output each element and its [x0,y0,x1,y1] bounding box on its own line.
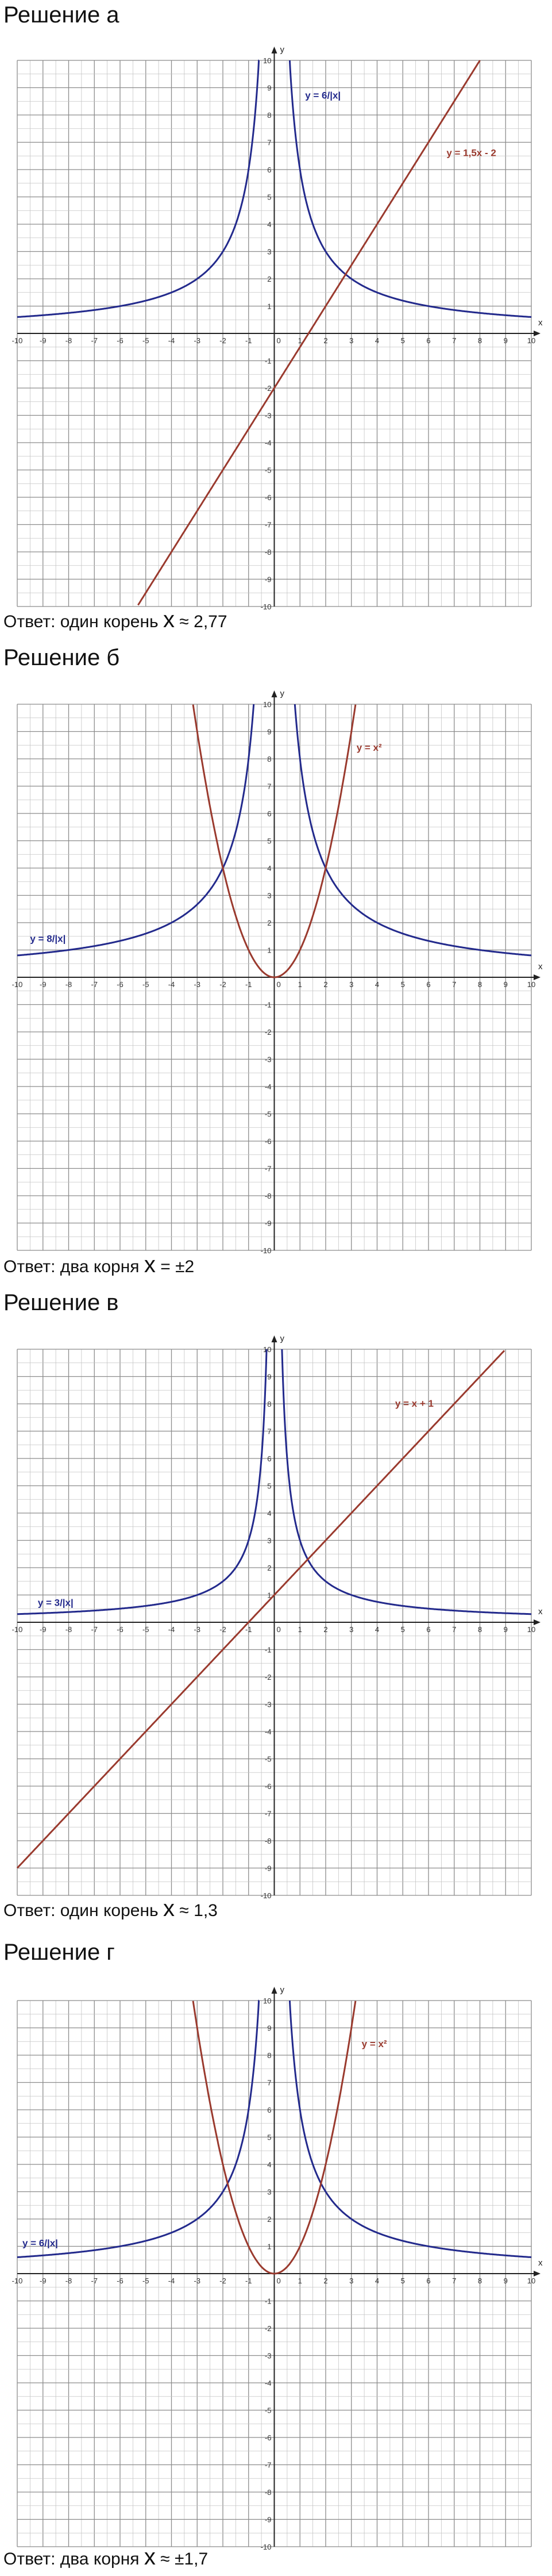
y-tick-label: -2 [264,1673,272,1681]
x-tick-label: 5 [400,2276,405,2285]
y-tick-label: 2 [267,2215,272,2224]
y-tick-label: -8 [264,1837,272,1845]
x-tick-label: -1 [245,2276,252,2285]
answer-b-x: x [144,1252,156,1277]
chart-a [0,32,552,624]
x-tick-label: -7 [91,2276,98,2285]
y-tick-label: -9 [264,1219,272,1228]
y-tick-label: -10 [260,602,272,611]
x-tick-label: -4 [168,1625,175,1634]
y-tick-label: -4 [264,2379,272,2387]
y-tick-label: -5 [264,466,272,475]
y-tick-label: 3 [267,891,272,900]
heading-g: Решение г [3,1940,115,1965]
x-tick-label: -9 [39,980,47,989]
answer-g-value: ≈ ±1,7 [155,2550,209,2569]
x-tick-label: 8 [477,336,482,345]
y-tick-label: -6 [264,493,272,502]
x-tick-label: -3 [194,2276,201,2285]
y-tick-label: 5 [267,836,272,846]
y-tick-label: 6 [267,2106,272,2114]
y-tick-label: -4 [264,1082,272,1091]
x-tick-label: 4 [375,1625,380,1634]
x-tick-label: 2 [323,980,328,989]
x-tick-label: 1 [298,980,302,989]
y-axis-arrow [272,1335,277,1342]
heading-b: Решение б [3,645,120,670]
y-tick-label: -4 [264,1727,272,1736]
x-tick-label: 8 [477,980,482,989]
y-tick-label: -8 [264,548,272,556]
x-tick-label: 1 [298,336,302,345]
x-tick-label: -9 [39,336,47,345]
origin-label: 0 [276,336,281,345]
y-tick-label: 8 [267,755,272,763]
x-tick-label: 8 [477,1625,482,1634]
x-tick-label: 2 [323,2276,328,2285]
answer-g-x: x [144,2544,156,2570]
y-tick-label: 6 [267,166,272,174]
origin-label: 0 [276,2276,281,2285]
x-tick-label: -6 [117,2276,123,2285]
x-tick-label: 9 [503,980,508,989]
y-tick-label: -2 [264,384,272,393]
x-tick-label: 3 [349,1625,354,1634]
y-tick-label: 9 [267,83,272,93]
x-tick-label: 6 [426,336,431,345]
y-tick-label: 7 [267,2078,272,2087]
x-tick-label: -1 [245,1625,252,1634]
y-tick-label: -2 [264,2324,272,2333]
x-tick-label: -2 [219,336,226,345]
y-tick-label: 10 [263,1345,272,1354]
x-tick-label: 2 [323,336,328,345]
y-tick-label: -9 [264,2515,272,2524]
x-axis-label: x [538,2258,543,2268]
x-tick-label: -7 [91,1625,98,1634]
x-tick-label: 7 [452,336,457,345]
x-axis-arrow [534,974,541,980]
answer-a [3,608,227,634]
x-tick-label: 8 [477,2276,482,2285]
answer-v [3,1897,218,1922]
y-tick-label: -3 [264,2351,272,2360]
y-tick-label: 9 [267,1372,272,1381]
x-tick-label: 10 [527,980,536,989]
x-tick-label: -10 [11,980,23,989]
answer-b [3,1253,194,1279]
y-tick-label: 5 [267,2133,272,2142]
x-axis-label: x [538,318,543,328]
x-tick-label: -10 [11,1625,23,1634]
y-tick-label: 9 [267,727,272,736]
y-tick-label: -1 [264,1000,272,1009]
y-tick-label: 1 [267,2242,272,2251]
x-tick-label: -2 [219,980,226,989]
y-tick-label: 1 [267,302,272,311]
y-tick-label: 8 [267,1400,272,1408]
x-tick-label: -2 [219,2276,226,2285]
x-tick-label: 9 [503,2276,508,2285]
y-tick-label: -4 [264,439,272,447]
answer-a-prefix: Ответ: один корень [3,612,164,631]
chart-b [0,675,552,1268]
series-hyperbola-branch-2 [295,704,531,955]
y-tick-label: -3 [264,1055,272,1064]
x-tick-label: 7 [452,980,457,989]
answer-g-prefix: Ответ: два корня [3,2550,144,2569]
y-tick-label: 8 [267,2051,272,2060]
y-tick-label: 5 [267,193,272,202]
x-tick-label: -1 [245,980,252,989]
x-tick-label: -10 [11,2276,23,2285]
x-tick-label: -3 [194,980,201,989]
x-tick-label: 3 [349,336,354,345]
x-tick-label: 10 [527,2276,536,2285]
solution-v [0,1288,552,1937]
series-label: y = x + 1 [395,1398,434,1409]
x-tick-label: -8 [65,980,72,989]
x-tick-label: 1 [298,1625,302,1634]
y-tick-label: 2 [267,919,272,927]
y-tick-label: -10 [260,2543,272,2551]
series-hyperbola-branch-2 [282,1349,531,1614]
x-axis-arrow [534,331,541,336]
x-tick-label: -2 [219,1625,226,1634]
x-tick-label: -6 [117,336,123,345]
y-tick-label: 10 [263,1997,272,2005]
y-tick-label: -1 [264,1645,272,1654]
x-tick-label: -3 [194,1625,201,1634]
y-tick-label: -5 [264,1110,272,1119]
x-tick-label: -4 [168,980,175,989]
x-tick-label: 1 [298,2276,302,2285]
x-tick-label: 9 [503,1625,508,1634]
x-tick-label: 6 [426,2276,431,2285]
x-tick-label: 3 [349,2276,354,2285]
heading-a: Решение а [3,2,119,28]
x-tick-label: 2 [323,1625,328,1634]
y-tick-label: 7 [267,1427,272,1436]
y-tick-label: -3 [264,1700,272,1709]
y-tick-label: 2 [267,275,272,283]
answer-v-value: ≈ 1,3 [175,1901,218,1920]
y-tick-label: -10 [260,1246,272,1255]
x-tick-label: -6 [117,980,123,989]
x-tick-label: -5 [142,336,149,345]
y-tick-label: 4 [267,220,272,229]
y-tick-label: -7 [264,1809,272,1818]
y-tick-label: 6 [267,1454,272,1463]
y-tick-label: -6 [264,2433,272,2442]
y-tick-label: 10 [263,56,272,65]
x-tick-label: -3 [194,336,201,345]
x-tick-label: -5 [142,1625,149,1634]
answer-a-value: ≈ 2,77 [175,612,227,631]
y-tick-label: -7 [264,1164,272,1173]
x-tick-label: -1 [245,336,252,345]
solution-g [0,1932,552,2576]
y-tick-label: -6 [264,1782,272,1791]
x-axis-label: x [538,962,543,972]
x-tick-label: 7 [452,1625,457,1634]
x-tick-label: 5 [400,1625,405,1634]
series-label: y = 6/|x| [305,90,341,101]
x-tick-label: -4 [168,336,175,345]
x-tick-label: 5 [400,336,405,345]
origin-label: 0 [276,980,281,989]
x-tick-label: -9 [39,1625,47,1634]
y-tick-label: 6 [267,809,272,818]
x-tick-label: 10 [527,1625,536,1634]
y-axis-label: y [280,1334,284,1343]
series-label: y = x² [361,2038,387,2049]
y-tick-label: -9 [264,575,272,584]
y-axis-label: y [280,689,284,698]
y-tick-label: 7 [267,782,272,791]
y-tick-label: -1 [264,2297,272,2306]
y-tick-label: 4 [267,2160,272,2169]
y-axis-arrow [272,690,277,697]
y-tick-label: 3 [267,1536,272,1545]
chart-g [0,1972,552,2564]
y-tick-label: 4 [267,864,272,873]
y-tick-label: -5 [264,1755,272,1764]
x-tick-label: 6 [426,1625,431,1634]
x-tick-label: -7 [91,336,98,345]
answer-g [3,2546,208,2571]
y-tick-label: -6 [264,1137,272,1146]
chart-v [0,1320,552,1913]
x-tick-label: 10 [527,336,536,345]
y-tick-label: -7 [264,520,272,529]
answer-a-x: x [163,607,175,632]
x-tick-label: -5 [142,980,149,989]
y-tick-label: -7 [264,2460,272,2470]
x-axis-label: x [538,1607,543,1617]
x-tick-label: 4 [375,980,380,989]
y-tick-label: -8 [264,2488,272,2497]
heading-v: Решение в [3,1290,119,1315]
y-axis-label: y [280,45,284,55]
series-label: y = x² [356,742,382,753]
y-axis-arrow [272,1987,277,1994]
x-axis-arrow [534,1619,541,1625]
y-tick-label: -10 [260,1891,272,1900]
series-hyperbola-branch-1 [17,1349,267,1614]
y-tick-label: -3 [264,411,272,420]
y-tick-label: 3 [267,2187,272,2197]
y-tick-label: 9 [267,2024,272,2033]
series-label: y = 1,5x - 2 [446,147,496,159]
y-tick-label: -2 [264,1028,272,1036]
x-tick-label: -8 [65,2276,72,2285]
x-tick-label: 3 [349,980,354,989]
y-tick-label: -8 [264,1192,272,1200]
series-label: y = 3/|x| [37,1597,74,1608]
series-label: y = 8/|x| [30,933,66,945]
answer-v-prefix: Ответ: один корень [3,1901,164,1920]
origin-label: 0 [276,1625,281,1634]
y-tick-label: 1 [267,1591,272,1600]
answer-v-x: x [163,1896,175,1921]
y-tick-label: -1 [264,356,272,366]
y-tick-label: 4 [267,1509,272,1518]
y-tick-label: 8 [267,111,272,120]
x-tick-label: -10 [11,336,23,345]
y-tick-label: -5 [264,2406,272,2415]
solution-b [0,644,552,1293]
x-tick-label: -8 [65,336,72,345]
x-tick-label: 4 [375,2276,380,2285]
y-tick-label: 3 [267,247,272,256]
x-tick-label: -5 [142,2276,149,2285]
answer-b-prefix: Ответ: два корня [3,1257,144,1276]
y-tick-label: -9 [264,1864,272,1873]
y-axis-arrow [272,47,277,53]
y-tick-label: 7 [267,138,272,147]
y-tick-label: 5 [267,1481,272,1491]
x-tick-label: 9 [503,336,508,345]
answer-b-value: = ±2 [155,1257,195,1276]
series-label: y = 6/|x| [22,2237,58,2249]
x-tick-label: -6 [117,1625,123,1634]
x-tick-label: -8 [65,1625,72,1634]
x-axis-arrow [534,2271,541,2276]
x-tick-label: 6 [426,980,431,989]
solution-a [0,0,552,650]
x-tick-label: 7 [452,2276,457,2285]
x-tick-label: -7 [91,980,98,989]
y-tick-label: 1 [267,946,272,955]
x-tick-label: 4 [375,336,380,345]
series-hyperbola-branch-1 [17,704,254,955]
y-tick-label: 10 [263,700,272,709]
x-tick-label: -4 [168,2276,175,2285]
x-tick-label: 5 [400,980,405,989]
y-tick-label: 2 [267,1564,272,1572]
x-tick-label: -9 [39,2276,47,2285]
y-axis-label: y [280,1985,284,1995]
